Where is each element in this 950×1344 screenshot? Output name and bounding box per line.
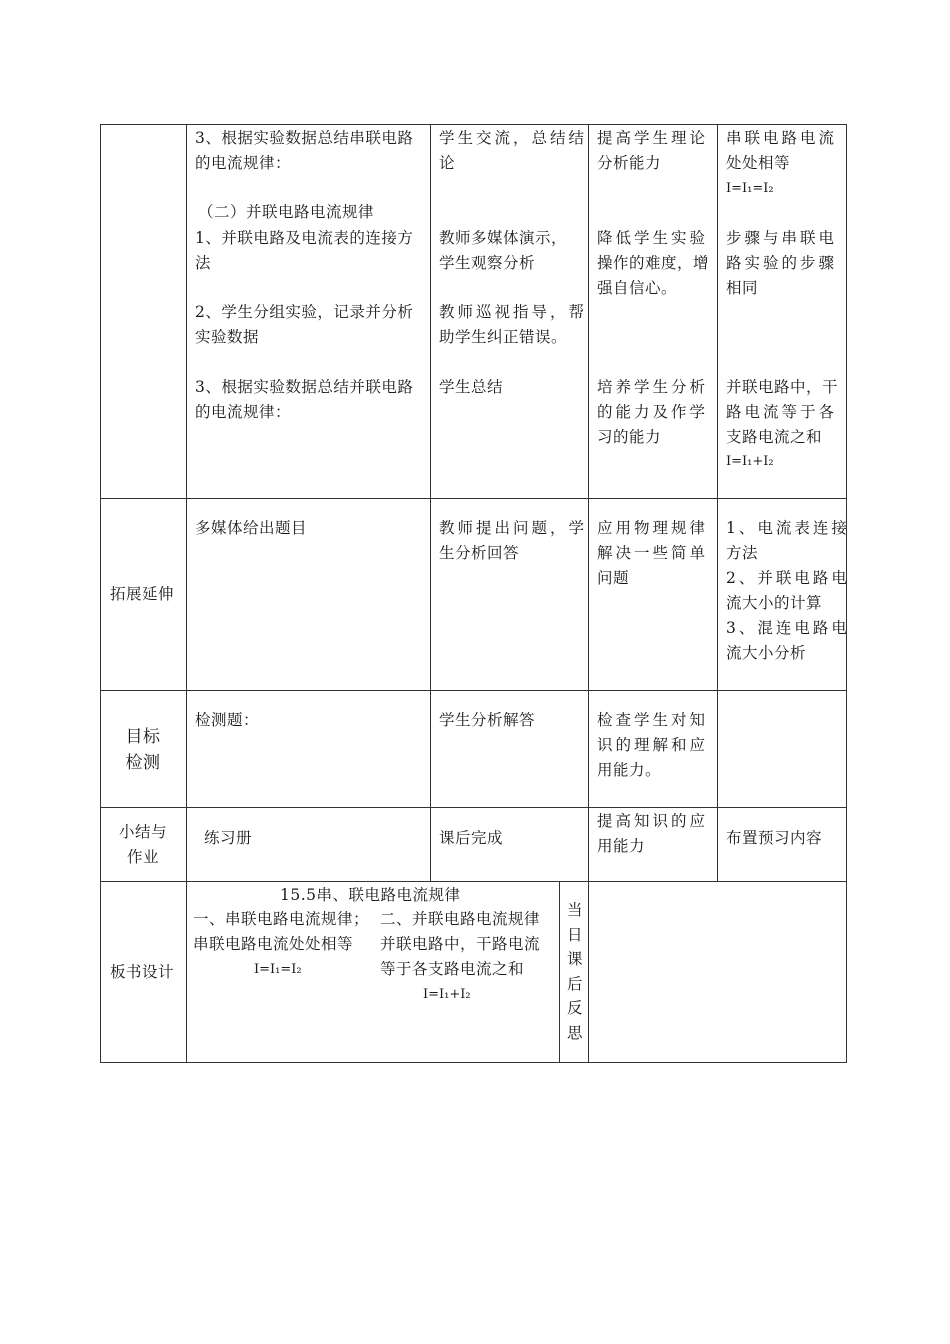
activity-guide-line-1: 教师巡视指导，帮 <box>439 303 588 321</box>
summary-notes: 布置预习内容 <box>726 829 823 847</box>
extension-note-1b: 方法 <box>726 544 759 562</box>
row-divider-2 <box>100 690 847 691</box>
content-step-3-series-line-2: 的电流规律： <box>195 154 292 172</box>
board-parallel-rule-line-2: 等于各支路电流之和 <box>380 960 525 978</box>
content-step-3-parallel-line-2: 的电流规律： <box>195 403 292 421</box>
board-reflection-divider <box>559 881 560 1062</box>
board-parallel-formula: I=I₁+I₂ <box>423 987 471 1002</box>
notes-series-rule-line-1: 串联电路电流 <box>726 129 838 147</box>
board-series-formula: I=I₁=I₂ <box>254 962 302 977</box>
target-intent-line-1: 检查学生对知 <box>597 711 709 729</box>
notes-parallel-rule-line-1: 并联电路中，干 <box>726 378 839 396</box>
summary-intent-line-1: 提高知识的应 <box>597 812 709 830</box>
extension-note-3b: 流大小分析 <box>726 644 807 662</box>
column-divider-activity <box>588 124 589 1063</box>
extension-content: 多媒体给出题目 <box>195 519 308 537</box>
summary-intent-line-2: 用能力 <box>597 837 646 855</box>
row-divider-1 <box>100 498 847 499</box>
board-series-rule: 串联电路电流处处相等 <box>193 935 354 953</box>
row-label-target-line-1: 目标 <box>125 727 161 747</box>
extension-note-3a: 3、混连电路电 <box>726 619 850 637</box>
notes-parallel-rule-line-2: 路电流等于各 <box>726 403 838 421</box>
table-top-border <box>100 124 847 125</box>
table-right-border <box>846 124 847 1063</box>
notes-series-formula: I=I₁=I₂ <box>726 181 774 196</box>
content-step-2-parallel-line-2: 实验数据 <box>195 328 260 346</box>
extension-intent-line-1: 应用物理规律 <box>597 519 709 537</box>
row-label-summary-line-1: 小结与 <box>118 823 167 841</box>
table-left-border <box>100 124 101 1063</box>
activity-summary-line-2: 论 <box>439 154 456 172</box>
column-divider-content <box>430 124 431 881</box>
intent-difficulty-line-1: 降低学生实验 <box>597 229 709 247</box>
intent-difficulty-line-2: 操作的难度，增 <box>597 254 710 272</box>
board-series-heading: 一、串联电路电流规律； <box>193 910 370 928</box>
notes-steps-line-3: 相同 <box>726 279 759 297</box>
intent-ability-line-3: 习的能力 <box>597 428 662 446</box>
intent-theory-line-2: 分析能力 <box>597 154 662 172</box>
intent-difficulty-line-3: 强自信心。 <box>597 279 678 297</box>
row-label-target-line-2: 检测 <box>125 753 161 773</box>
extension-intent-line-2: 解决一些简单 <box>597 544 709 562</box>
row-divider-4 <box>100 881 847 882</box>
reflection-label: 当日课后反思 <box>567 901 584 1042</box>
board-title: 15.5串、联电路电流规律 <box>280 886 461 904</box>
extension-note-2a: 2、并联电路电 <box>726 569 850 587</box>
target-activity: 学生分析解答 <box>439 711 536 729</box>
intent-ability-line-1: 培养学生分析 <box>597 378 709 396</box>
content-step-1-parallel-line-2: 法 <box>195 254 212 272</box>
target-content: 检测题： <box>195 711 260 729</box>
content-step-3-parallel-line-1: 3、根据实验数据总结并联电路 <box>195 378 414 396</box>
extension-note-2b: 流大小的计算 <box>726 594 823 612</box>
board-parallel-heading: 二、并联电路电流规律 <box>380 910 541 928</box>
extension-activity-line-2: 生分析回答 <box>439 544 520 562</box>
notes-parallel-formula: I=I₁+I₂ <box>726 454 774 469</box>
row-label-summary-line-2: 作业 <box>126 848 159 866</box>
table-bottom-border <box>100 1062 847 1063</box>
notes-steps-line-2: 路实验的步骤 <box>726 254 838 272</box>
intent-theory-line-1: 提高学生理论 <box>597 129 709 147</box>
row-divider-3 <box>100 807 847 808</box>
content-section-parallel-heading: （二）并联电路电流规律 <box>198 203 375 221</box>
notes-steps-line-1: 步骤与串联电 <box>726 229 838 247</box>
board-parallel-rule-line-1: 并联电路中，干路电流 <box>380 935 541 953</box>
activity-demo-line-1: 教师多媒体演示， <box>439 229 568 247</box>
content-step-1-parallel-line-1: 1、并联电路及电流表的连接方 <box>195 229 414 247</box>
extension-note-1a: 1、电流表连接 <box>726 519 850 537</box>
activity-guide-line-2: 助学生纠正错误。 <box>439 328 568 346</box>
row-label-board-design: 板书设计 <box>110 963 175 981</box>
summary-content: 练习册 <box>204 829 253 847</box>
target-intent-line-3: 用能力。 <box>597 761 662 779</box>
activity-conclude: 学生总结 <box>439 378 504 396</box>
activity-demo-line-2: 学生观察分析 <box>439 254 536 272</box>
notes-series-rule-line-2: 处处相等 <box>726 154 791 172</box>
column-divider-intent <box>717 124 718 881</box>
notes-parallel-rule-line-3: 支路电流之和 <box>726 428 823 446</box>
activity-summary-line-1: 学生交流，总结结 <box>439 129 588 147</box>
extension-intent-line-3: 问题 <box>597 569 630 587</box>
extension-activity-line-1: 教师提出问题，学 <box>439 519 588 537</box>
content-step-3-series-line-1: 3、根据实验数据总结串联电路 <box>195 129 414 147</box>
target-intent-line-2: 识的理解和应 <box>597 736 709 754</box>
column-divider-label <box>186 124 187 1063</box>
row-label-extension: 拓展延伸 <box>110 585 175 603</box>
content-step-2-parallel-line-1: 2、学生分组实验，记录并分析 <box>195 303 414 321</box>
summary-activity: 课后完成 <box>439 829 504 847</box>
intent-ability-line-2: 的能力及作学 <box>597 403 709 421</box>
